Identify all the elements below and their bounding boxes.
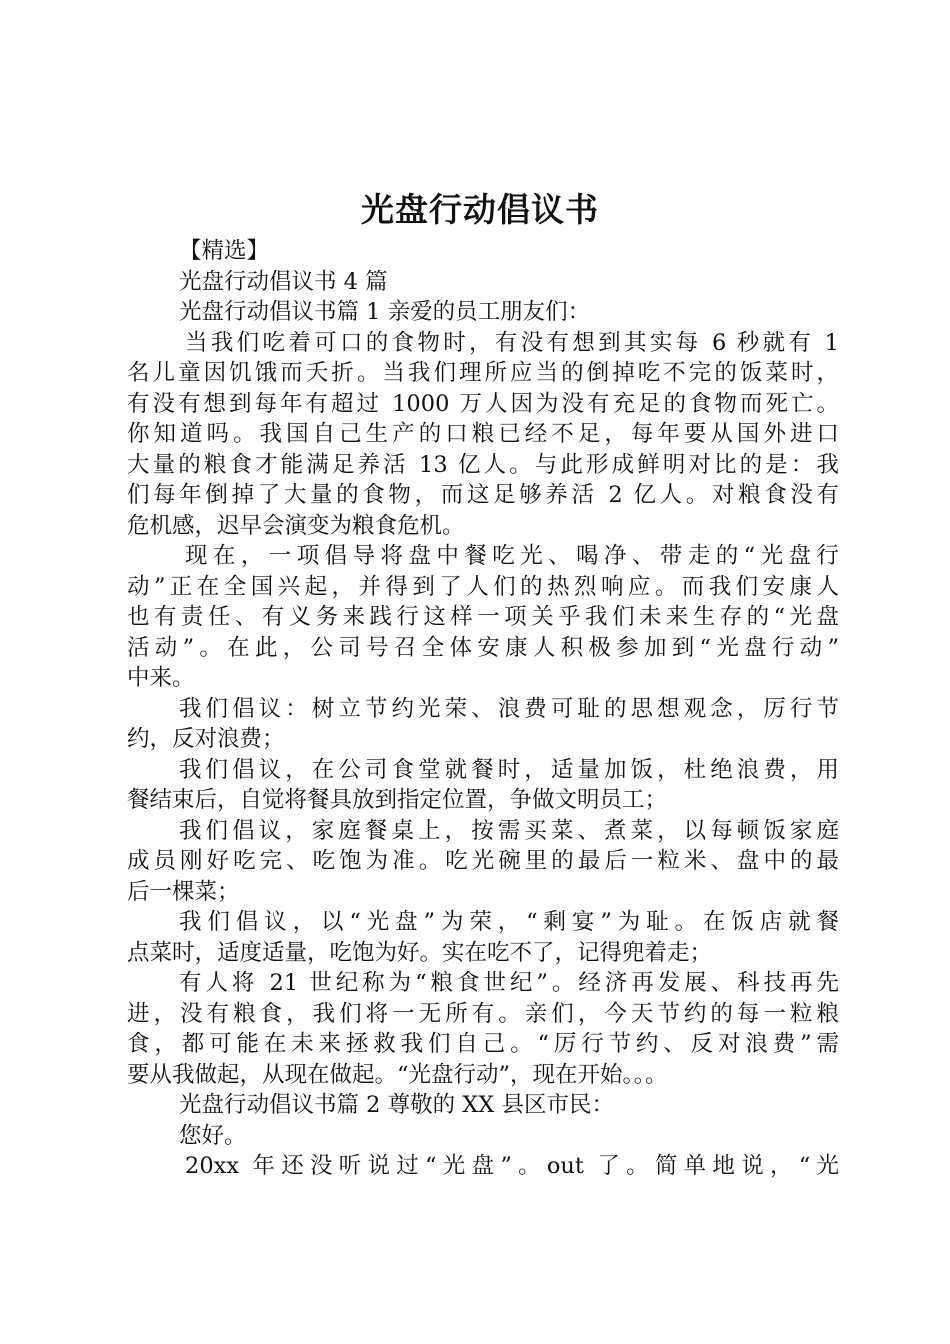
text-line: 中来。 [127,665,195,691]
text-line: 我们倡议，以“光盘”为荣，“剩宴”为耻。在饭店就餐 [179,909,839,935]
text-line: 20xx 年还没听说过“光盘”。out 了。简单地说，“光 [185,1153,839,1179]
text-line: 也有责任、有义务来践行这样一项关乎我们未来生存的“光盘 [127,604,839,630]
text-line: 有没有想到每年有超过 1000 万人因为没有充足的食物而死亡。 [127,390,839,417]
text-line: 有人将 21 世纪称为“粮食世纪”。经济再发展、科技再先 [179,970,839,996]
text-line: 餐结束后，自觉将餐具放到指定位置，争做文明员工； [127,787,668,813]
text-line: 现在，一项倡导将盘中餐吃光、喝净、带走的“光盘行 [185,543,839,569]
text-line: 们每年倒掉了大量的食物，而这足够养活 2 亿人。对粮食没有 [127,482,839,508]
text-line: 我们倡议：树立节约光荣、浪费可耻的思想观念，厉行节 [179,695,839,722]
text-line: 光盘行动倡议书篇 2 尊敬的 XX 县区市民： [179,1092,614,1118]
text-line: 后一棵菜； [127,878,240,905]
text-line: 危机感，迟早会演变为粮食危机。 [127,512,465,539]
text-line: 您好。 [179,1122,247,1149]
text-line: 约，反对浪费； [127,726,285,752]
text-line: 我们倡议，家庭餐桌上，按需买菜、煮菜，以每顿饭家庭 [179,817,839,844]
text-line: 光盘行动倡议书篇 1 亲爱的员工朋友们： [179,299,591,325]
text-line: 当我们吃着可口的食物时，有没有想到其实每 6 秒就有 1 [185,329,839,356]
document-title: 光盘行动倡议书 [361,190,599,229]
text-line: 【精选】 [179,238,270,264]
text-line: 要从我做起，从现在做起。“光盘行动”，现在开始。。。 [127,1061,668,1088]
text-line: 成员刚好吃完、吃饱为准。吃光碗里的最后一粒米、盘中的最 [127,848,839,874]
text-line: 活动”。在此，公司号召全体安康人积极参加到“光盘行动” [127,634,839,661]
text-line: 动”正在全国兴起，并得到了人们的热烈响应。而我们安康人 [127,573,839,600]
text-line: 点菜时，适度适量，吃饱为好。实在吃不了，记得兜着走； [127,939,713,966]
text-line: 名儿童因饥饿而夭折。当我们理所应当的倒掉吃不完的饭菜时， [127,360,839,386]
text-line: 大量的粮食才能满足养活 13 亿人。与此形成鲜明对比的是：我 [127,451,839,478]
text-line: 你知道吗。我国自己生产的口粮已经不足，每年要从国外进口 [127,421,839,447]
text-line: 光盘行动倡议书 4 篇 [179,268,388,295]
text-line: 进，没有粮食，我们将一无所有。亲们，今天节约的每一粒粮 [127,1000,839,1027]
text-line: 我们倡议，在公司食堂就餐时，适量加饭，杜绝浪费，用 [179,756,839,783]
document-body [127,236,839,1182]
text-line: 食，都可能在未来拯救我们自己。“厉行节约、反对浪费”需 [127,1031,839,1057]
